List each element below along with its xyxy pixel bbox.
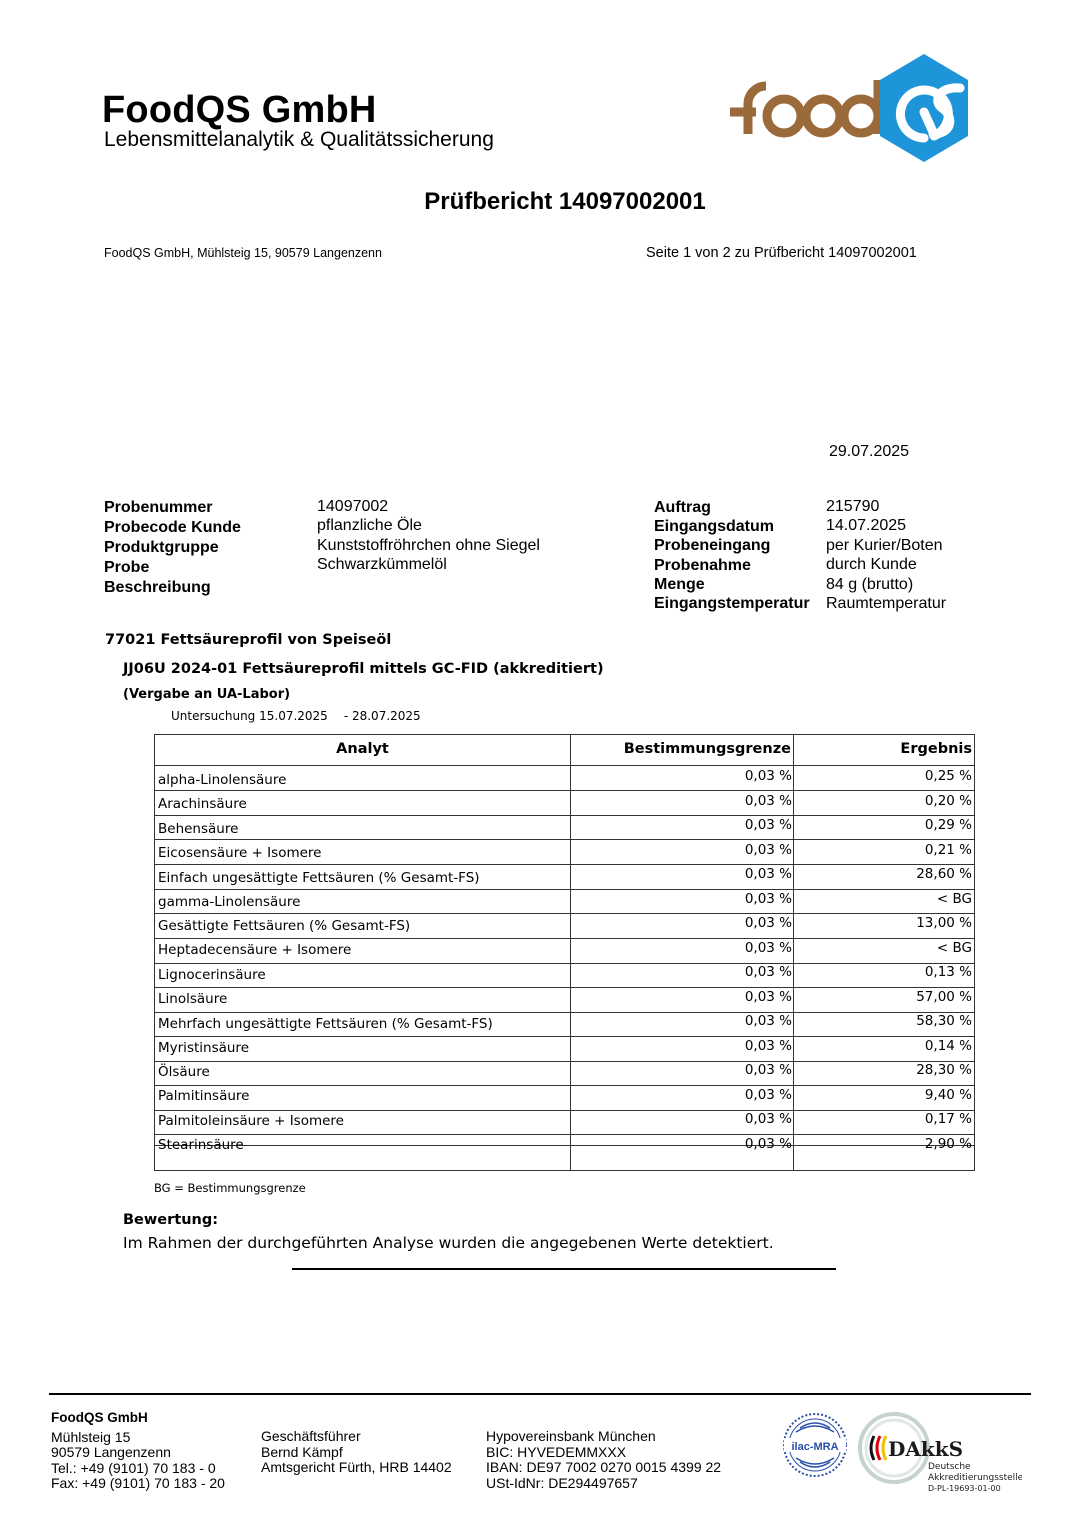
cell-result: 0,13 % <box>924 964 972 980</box>
cell-analyte: Linolsäure <box>158 991 228 1007</box>
method-title: 77021 Fettsäureprofil von Speiseöl <box>105 632 392 648</box>
row-divider <box>155 938 974 939</box>
row-divider <box>155 1036 974 1037</box>
cell-limit: 0,03 % <box>744 1087 792 1103</box>
footer-management-block <box>261 1429 452 1476</box>
row-divider <box>155 815 974 816</box>
label-eingangstemperatur: Eingangstemperatur <box>654 594 810 612</box>
page-info: Seite 1 von 2 zu Prüfbericht 14097002001 <box>646 245 917 261</box>
value-eingangsdatum: 14.07.2025 <box>826 517 907 535</box>
cell-result: 2,90 % <box>924 1136 972 1152</box>
company-subtitle: Lebensmittelanalytik & Qualitätssicherung <box>104 128 494 151</box>
value-auftrag: 215790 <box>826 498 880 515</box>
ilac-mra-dakks-icon <box>782 1410 1022 1494</box>
label-menge: Menge <box>654 575 705 593</box>
label-probenummer: Probenummer <box>104 499 213 516</box>
cell-limit: 0,03 % <box>744 1062 792 1078</box>
cell-analyte: Stearinsäure <box>158 1137 244 1153</box>
value-probenahme: durch Kunde <box>826 556 917 574</box>
footer-phone: Tel.: +49 (9101) 70 183 - 0 <box>51 1459 216 1476</box>
cell-result: 0,25 % <box>924 768 972 784</box>
cell-analyte: alpha-Linolensäure <box>158 772 287 788</box>
row-divider <box>155 889 974 890</box>
table-legend: BG = Bestimmungsgrenze <box>154 1181 306 1195</box>
cell-analyte: Behensäure <box>158 821 239 837</box>
svg-text:DAkkS: DAkkS <box>888 1437 964 1461</box>
cell-limit: 0,03 % <box>744 891 792 907</box>
footer-management-title: Geschäftsführer <box>261 1428 361 1444</box>
label-auftrag: Auftrag <box>654 499 711 516</box>
value-probenummer: 14097002 <box>317 498 389 515</box>
row-divider <box>155 1134 974 1135</box>
value-probeneingang: per Kurier/Boten <box>826 536 943 554</box>
label-probeneingang: Probeneingang <box>654 537 771 555</box>
cell-result: 57,00 % <box>916 989 972 1005</box>
cell-result: 0,29 % <box>924 817 972 833</box>
svg-text:Deutsche: Deutsche <box>928 1462 971 1472</box>
sample-info-right-values <box>826 497 946 613</box>
value-beschreibung <box>317 575 540 594</box>
footer-vat-id: USt-IdNr: DE294497657 <box>486 1474 638 1491</box>
signature-divider <box>292 1268 836 1270</box>
cell-result: 58,30 % <box>916 1013 972 1029</box>
cell-limit: 0,03 % <box>744 817 792 833</box>
cell-analyte: Palmitinsäure <box>158 1088 250 1104</box>
cell-analyte: Einfach ungesättigte Fettsäuren (% Gesamt-FS) <box>158 870 480 886</box>
cell-limit: 0,03 % <box>744 768 792 784</box>
cell-limit: 0,03 % <box>744 842 792 858</box>
foodqs-logo-icon <box>728 52 970 164</box>
cell-limit: 0,03 % <box>744 793 792 809</box>
footer-management-name: Bernd Kämpf <box>261 1443 343 1460</box>
svg-text:Akkreditierungsstelle: Akkreditierungsstelle <box>928 1473 1022 1483</box>
cell-analyte: Arachinsäure <box>158 796 247 812</box>
cell-limit: 0,03 % <box>744 1111 792 1127</box>
report-date: 29.07.2025 <box>829 443 910 460</box>
row-divider <box>155 987 974 988</box>
examination-period-end: - 28.07.2025 <box>343 709 421 723</box>
footer-register: Amtsgericht Fürth, HRB 14402 <box>261 1459 452 1475</box>
row-divider <box>155 913 974 914</box>
footer-company-block <box>51 1410 225 1492</box>
value-probecode-kunde: pflanzliche Öle <box>317 517 422 535</box>
cell-limit: 0,03 % <box>744 1136 792 1152</box>
evaluation-text: Im Rahmen der durchgeführten Analyse wurden die angegebenen Werte detektiert. <box>123 1234 774 1252</box>
cell-result: 28,30 % <box>916 1062 972 1078</box>
sender-address: FoodQS GmbH, Mühlsteig 15, 90579 Langenzenn <box>104 246 382 260</box>
row-divider <box>155 839 974 840</box>
label-probecode-kunde: Probecode Kunde <box>104 519 241 536</box>
column-header-bestimmungsgrenze: Bestimmungsgrenze <box>623 741 791 757</box>
cell-limit: 0,03 % <box>744 1013 792 1029</box>
cell-analyte: Gesättigte Fettsäuren (% Gesamt-FS) <box>158 918 411 934</box>
accreditation-logos <box>782 1410 1022 1494</box>
cell-result: 13,00 % <box>916 915 972 931</box>
cell-analyte: gamma-Linolensäure <box>158 894 301 910</box>
cell-analyte: Myristinsäure <box>158 1040 249 1056</box>
sample-info-left-values <box>317 497 540 594</box>
svg-text:D-PL-19693-01-00: D-PL-19693-01-00 <box>928 1484 1001 1493</box>
report-title: Prüfbericht 14097002001 <box>424 188 706 215</box>
cell-result: 0,14 % <box>924 1038 972 1054</box>
column-header-ergebnis: Ergebnis <box>900 741 972 757</box>
cell-result: 0,21 % <box>924 842 972 858</box>
examination-period <box>171 709 421 723</box>
evaluation-label: Bewertung: <box>123 1212 219 1228</box>
cell-analyte: Palmitoleinsäure + Isomere <box>158 1113 344 1129</box>
footer-bank-name: Hypovereinsbank München <box>486 1428 656 1444</box>
row-divider <box>155 765 974 766</box>
sample-info-left-labels <box>104 498 241 598</box>
cell-result: < BG <box>936 940 972 956</box>
cell-analyte: Ölsäure <box>158 1064 210 1080</box>
footer-iban: IBAN: DE97 7002 0270 0015 4399 22 <box>486 1459 722 1475</box>
cell-result: 0,20 % <box>924 793 972 809</box>
cell-result: 9,40 % <box>924 1087 972 1103</box>
footer-city: 90579 Langenzenn <box>51 1444 171 1460</box>
label-beschreibung: Beschreibung <box>104 579 211 596</box>
cell-limit: 0,03 % <box>744 915 792 931</box>
row-divider <box>155 864 974 865</box>
value-probe: Schwarzkümmelöl <box>317 556 447 574</box>
label-probe: Probe <box>104 559 150 576</box>
cell-analyte: Lignocerinsäure <box>158 967 266 983</box>
sample-info-right-labels <box>654 498 810 613</box>
cell-result: 0,17 % <box>924 1111 972 1127</box>
cell-analyte: Heptadecensäure + Isomere <box>158 942 352 958</box>
value-eingangstemperatur: Raumtemperatur <box>826 594 947 612</box>
cell-analyte: Mehrfach ungesättigte Fettsäuren (% Gesamt-FS) <box>158 1016 493 1032</box>
method-subtitle: JJ06U 2024-01 Fettsäureprofil mittels GC-FID (akkreditiert) <box>123 661 604 677</box>
footer-street: Mühlsteig 15 <box>51 1428 131 1445</box>
row-divider <box>155 790 974 791</box>
label-probenahme: Probenahme <box>654 556 751 574</box>
footer-divider <box>49 1393 1031 1395</box>
value-menge: 84 g (brutto) <box>826 575 914 593</box>
examination-period-start: Untersuchung 15.07.2025 <box>171 709 328 723</box>
cell-limit: 0,03 % <box>744 964 792 980</box>
cell-result: < BG <box>936 891 972 907</box>
row-divider <box>155 1085 974 1086</box>
footer-bank-block <box>486 1429 721 1491</box>
label-produktgruppe: Produktgruppe <box>104 539 219 556</box>
cell-result: 28,60 % <box>916 866 972 882</box>
footer-company-name: FoodQS GmbH <box>51 1410 148 1425</box>
svg-text:ilac-MRA: ilac-MRA <box>791 1441 839 1453</box>
cell-limit: 0,03 % <box>744 940 792 956</box>
cell-analyte: Eicosensäure + Isomere <box>158 845 322 861</box>
column-header-analyt: Analyt <box>336 741 389 757</box>
value-produktgruppe: Kunststoffröhrchen ohne Siegel <box>317 536 540 554</box>
label-eingangsdatum: Eingangsdatum <box>654 518 775 536</box>
cell-limit: 0,03 % <box>744 866 792 882</box>
footer-fax: Fax: +49 (9101) 70 183 - 20 <box>51 1475 225 1491</box>
results-table <box>154 734 975 1171</box>
cell-limit: 0,03 % <box>744 1038 792 1054</box>
cell-limit: 0,03 % <box>744 989 792 1005</box>
method-note: (Vergabe an UA-Labor) <box>123 687 291 702</box>
footer-bic: BIC: HYVEDEMMXXX <box>486 1443 627 1460</box>
company-name: FoodQS GmbH <box>102 89 377 131</box>
